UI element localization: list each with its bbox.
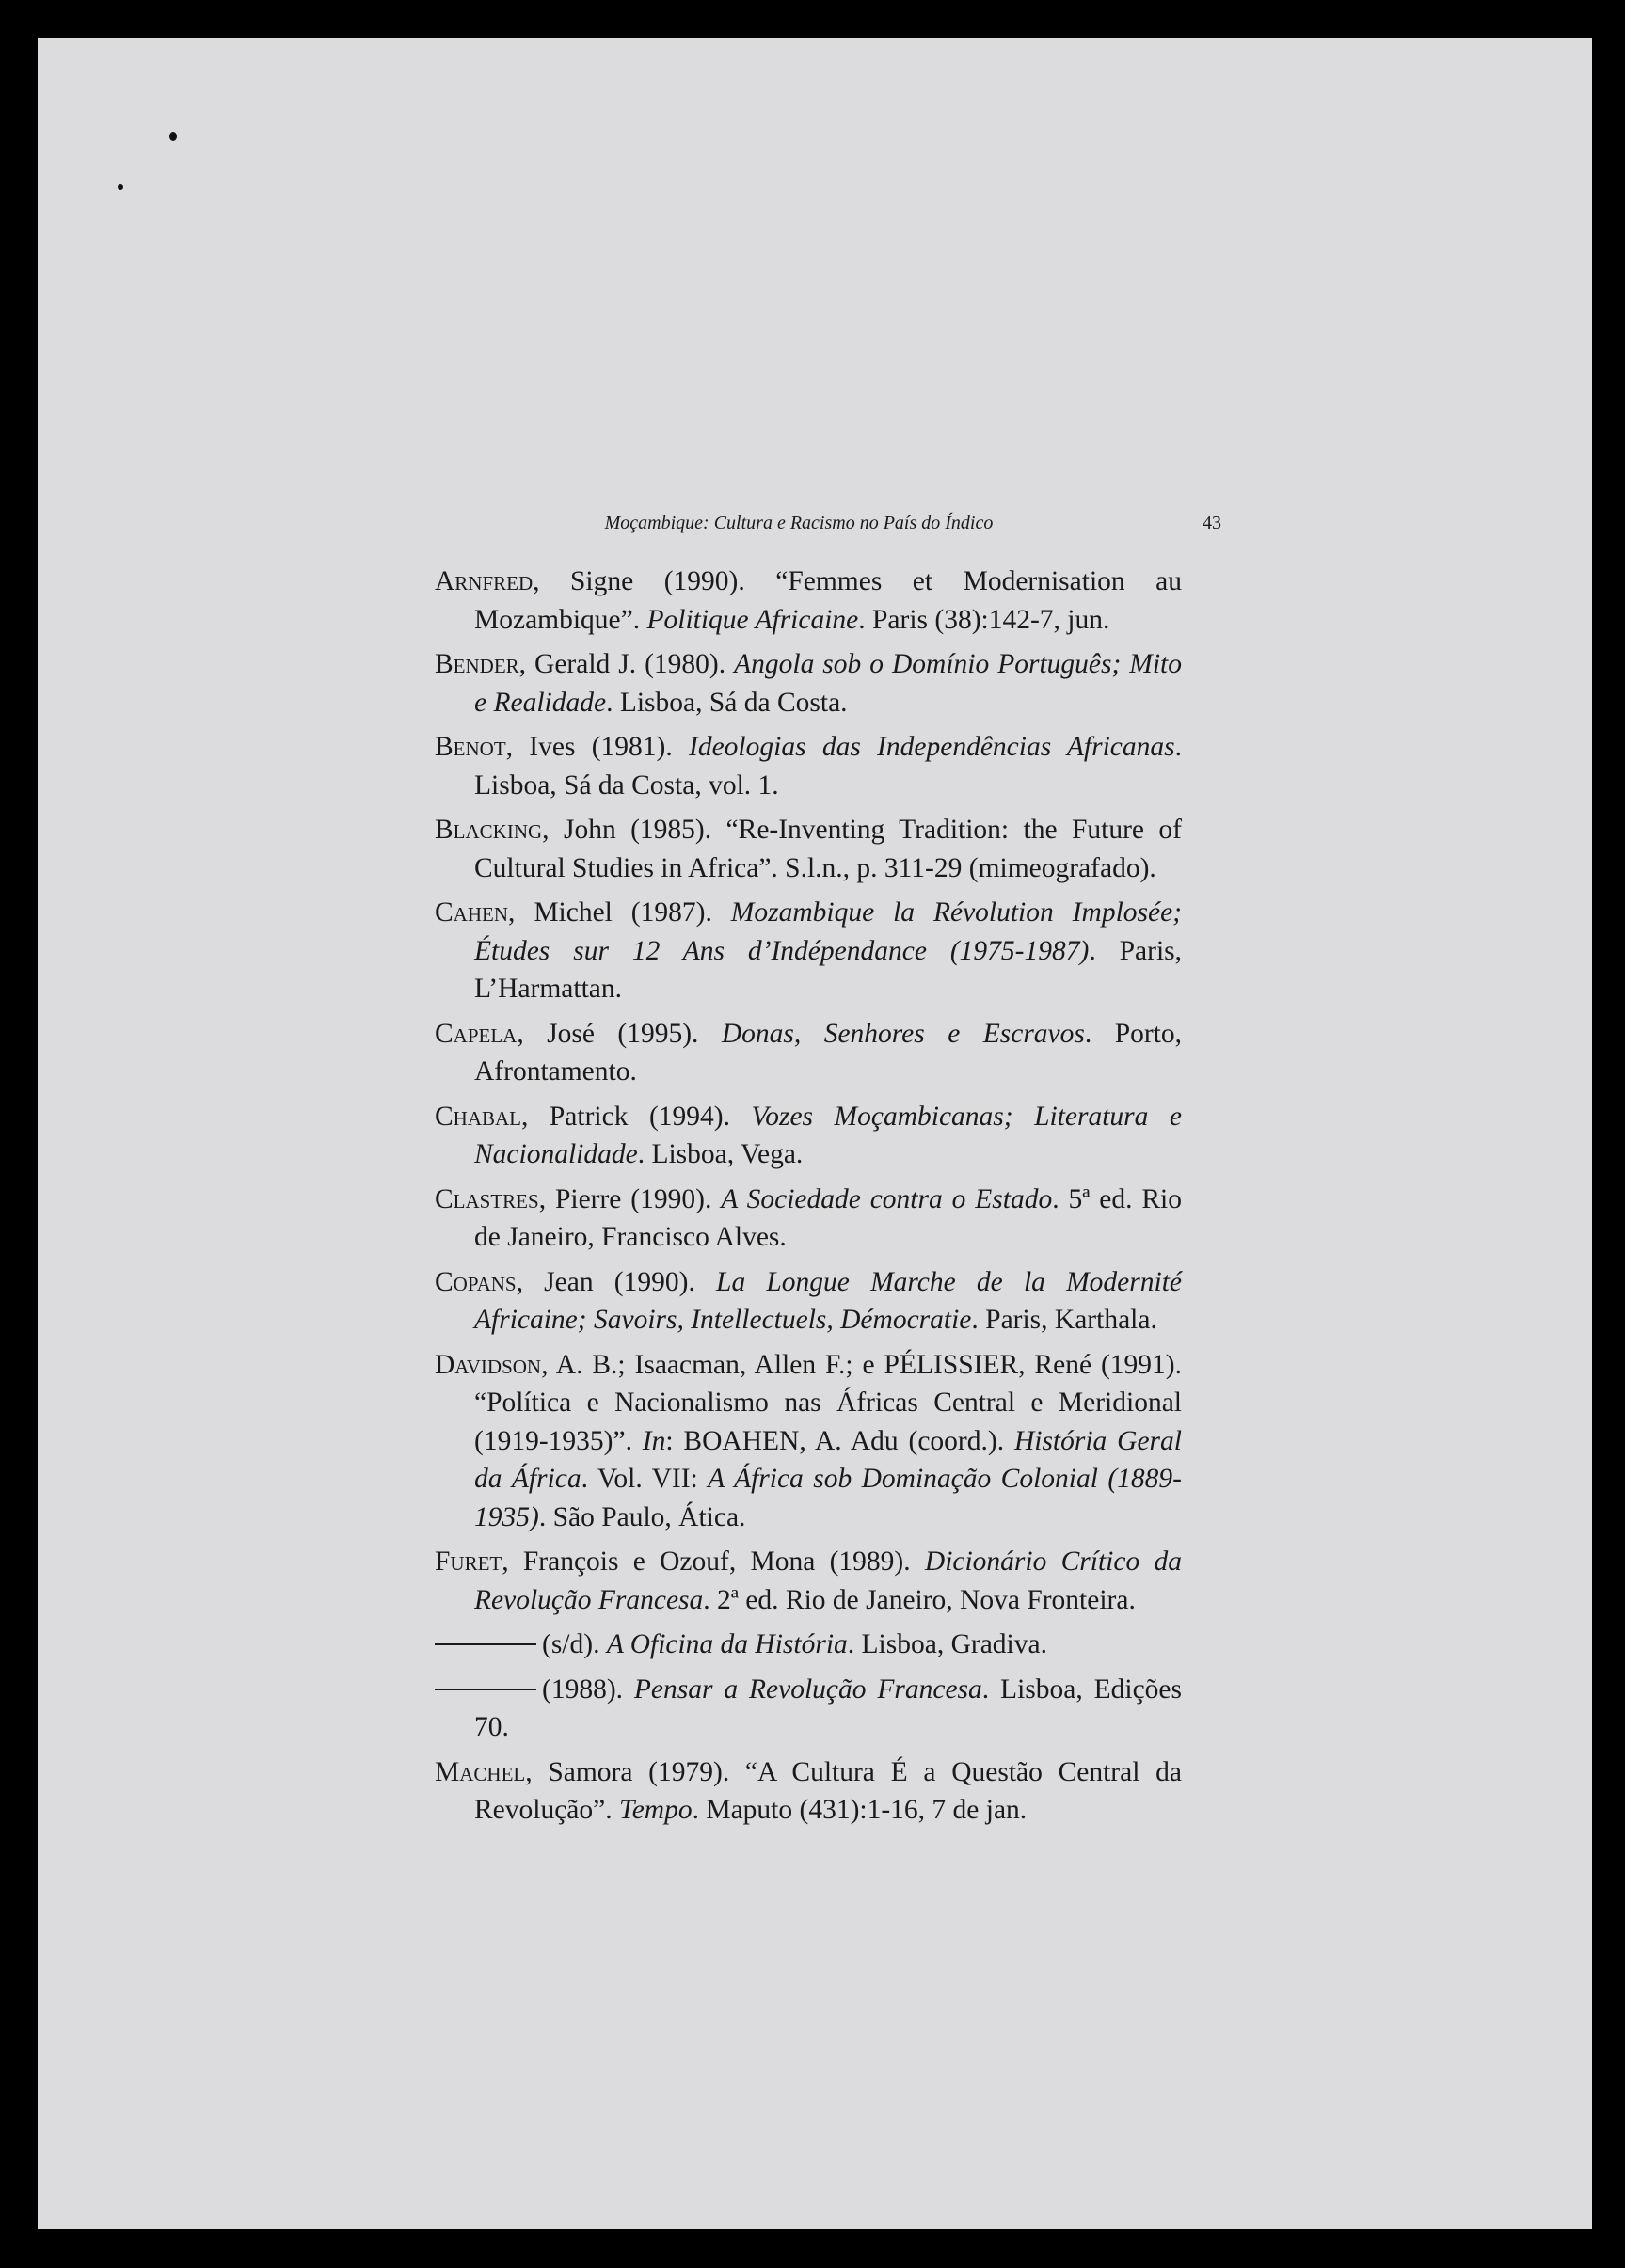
reference-entry: Blacking, John (1985). “Re-Inventing Tradition: the Future of Cultural Studies in Africa”. S.l.n., p. 311-29 (mimeografado). [435, 815, 1182, 883]
reference-list [435, 563, 1182, 1836]
reference-entry: Capela, José (1995). Donas, Senhores e Escravos. Porto, Afrontamento. [435, 1018, 1182, 1086]
reference-entry: Chabal, Patrick (1994). Vozes Moçambicanas; Literatura e Nacionalidade. Lisboa, Vega. [435, 1101, 1182, 1169]
running-head-title: Moçambique: Cultura e Racismo no País do Índico [604, 513, 994, 533]
reference-entry: Copans, Jean (1990). La Longue Marche de la Modernité Africaine; Savoirs, Intellectuels, Démocratie. Paris, Karthala. [435, 1266, 1182, 1335]
repeat-author-dash [435, 1643, 536, 1645]
repeat-author-dash [435, 1689, 536, 1690]
reference-entry: Cahen, Michel (1987). Mozambique la Révolution Implosée; Études sur 12 Ans d’Indépendance (1975-1987). Paris, L’Harmattan. [435, 897, 1182, 1004]
reference-entry: Machel, Samora (1979). “A Cultura É a Questão Central da Revolução”. Tempo. Maputo (431):1-16, 7 de jan. [435, 1756, 1182, 1825]
reference-entry: Davidson, A. B.; Isaacman, Allen F.; e PÉLISSIER, René (1991). “Política e Nacionalismo nas Áfricas Central e Meridional (1919-1935)”. In: BOAHEN, A. Adu (coord.). História Geral da África. Vol. VII: A África sob Dominação Colonial (1889-1935). São Paulo, Ática. [435, 1349, 1182, 1532]
ink-speck [118, 184, 123, 190]
reference-entry: Furet, François e Ozouf, Mona (1989). Dicionário Crítico da Revolução Francesa. 2ª ed. Rio de Janeiro, Nova Fronteira. [435, 1546, 1182, 1615]
reference-entry: Benot, Ives (1981). Ideologias das Independências Africanas. Lisboa, Sá da Costa, vol. 1. [435, 732, 1183, 801]
ink-speck [169, 132, 177, 141]
reference-entry: Arnfred, Signe (1990). “Femmes et Modernisation au Mozambique”. Politique Africaine. Paris (38):142-7, jun. [435, 566, 1182, 635]
reference-entry: Clastres, Pierre (1990). A Sociedade contra o Estado. 5ª ed. Rio de Janeiro, Francisco Alves. [435, 1183, 1182, 1252]
document-page [38, 38, 1592, 2229]
reference-entry: (s/d). A Oficina da História. Lisboa, Gradiva. [435, 1626, 1182, 1664]
reference-entry: Bender, Gerald J. (1980). Angola sob o Domínio Português; Mito e Realidade. Lisboa, Sá da Costa. [435, 649, 1183, 718]
reference-entry: (1988). Pensar a Revolução Francesa. Lisboa, Edições 70. [435, 1671, 1182, 1747]
page-number: 43 [1203, 513, 1221, 533]
